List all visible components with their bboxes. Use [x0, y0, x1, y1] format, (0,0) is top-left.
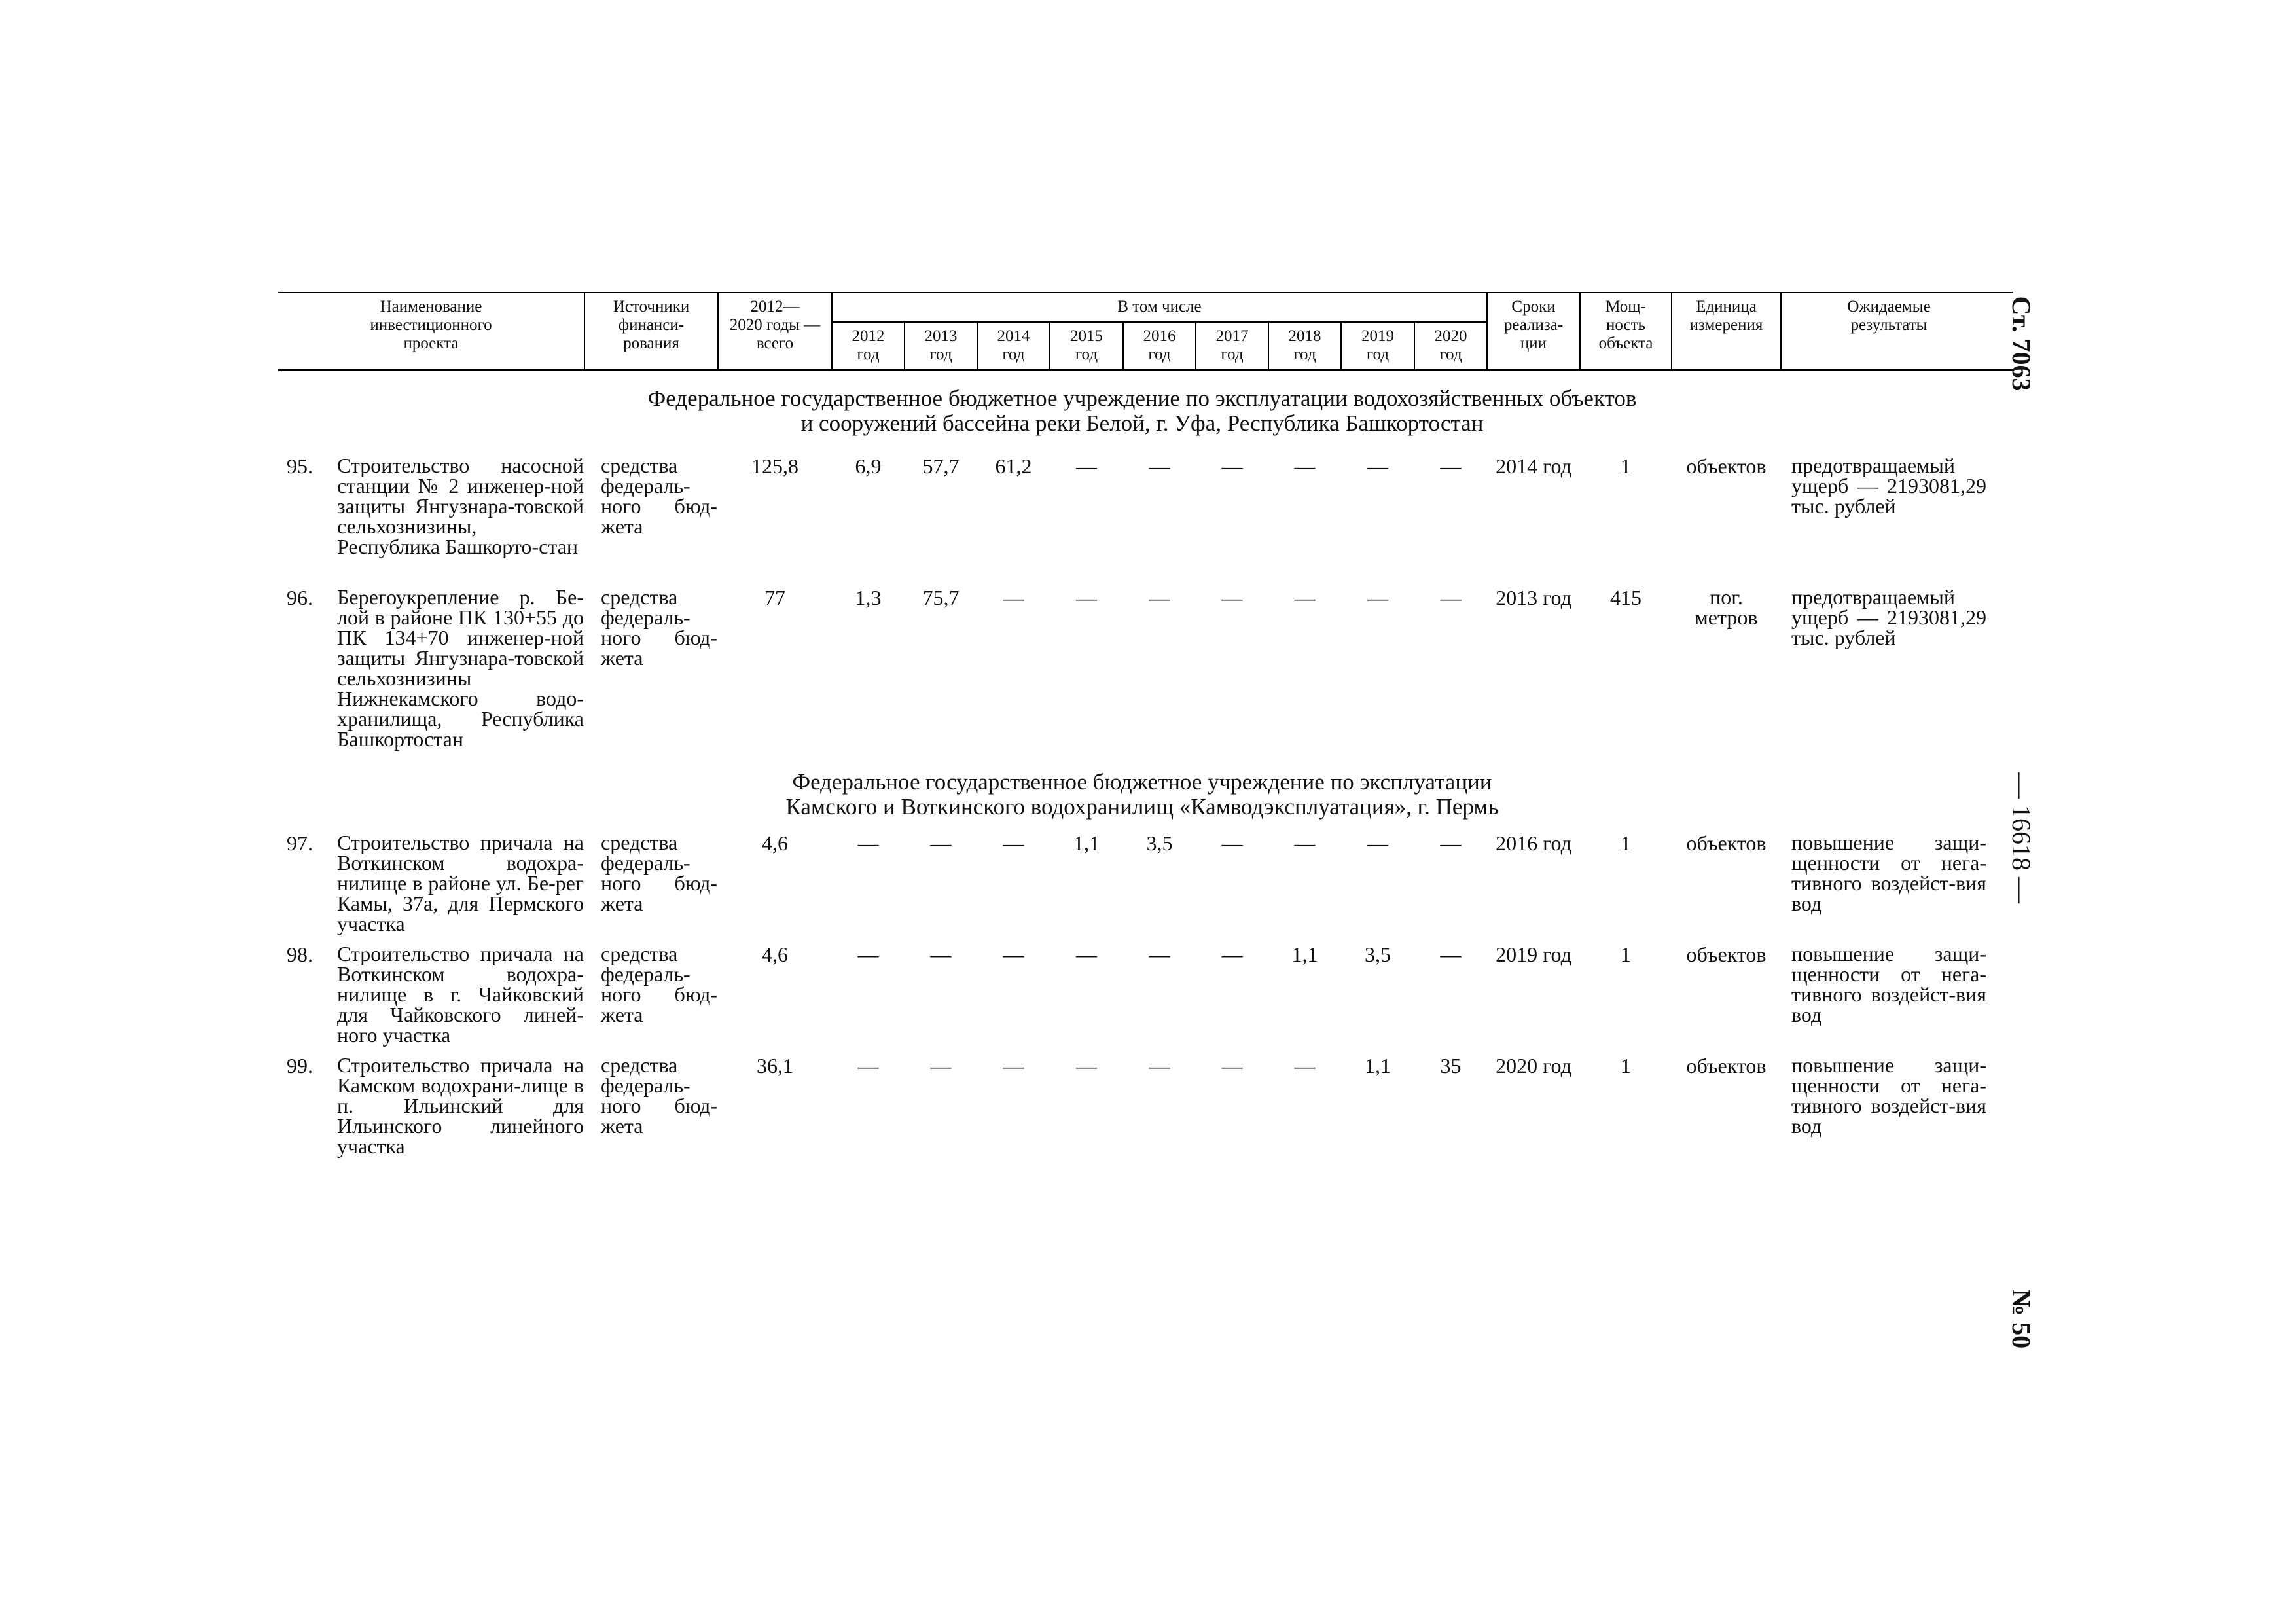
capacity-value: 1: [1621, 1054, 1631, 1077]
year-value: 1,3: [855, 586, 882, 609]
header-terms: Сроки реализа- ции: [1503, 298, 1564, 352]
year-value: 35: [1440, 1054, 1462, 1077]
header-unit: Единица измерения: [1689, 298, 1763, 334]
year-value: —: [1440, 831, 1462, 855]
year-value: —: [1221, 586, 1243, 609]
header-including: В том числе: [1117, 298, 1202, 316]
total-value: 125,8: [751, 454, 798, 478]
year-value: 1,1: [1291, 943, 1318, 966]
project-name: Строительство причала на Воткинском водохра-нилище в районе ул. Бе-рег Камы, 37а, для Пермского участка: [337, 831, 584, 935]
funding-source: средства федераль-ного бюд-жета: [601, 1053, 717, 1138]
year-value: 61,2: [995, 454, 1032, 478]
header-bottom-rule: [278, 369, 2013, 371]
year-value: —: [1294, 831, 1316, 855]
year-value: 3,5: [1365, 943, 1391, 966]
header-year-2019: 2019 год: [1361, 327, 1394, 363]
expected-result: повышение защи-щенности от нега-тивного воздейст-вия вод: [1791, 1053, 1986, 1138]
year-value: —: [1003, 1054, 1024, 1077]
page-reference: Ст. 7063: [2007, 296, 2036, 391]
year-value: —: [1149, 1054, 1170, 1077]
year-value: 75,7: [922, 586, 960, 609]
header-subdivider: [831, 321, 1486, 323]
year-value: —: [1294, 586, 1316, 609]
header-results: Ожидаемые результаты: [1847, 298, 1931, 334]
unit-value: объектов: [1686, 454, 1767, 478]
year-value: —: [1440, 454, 1462, 478]
unit-value: пог. метров: [1695, 585, 1758, 629]
expected-result: предотвращаемый ущерб — 2193081,29 тыс. рублей: [1791, 585, 1986, 649]
row-number: 95.: [287, 454, 313, 478]
header-top-rule: [278, 292, 2013, 293]
row-number: 96.: [287, 586, 313, 609]
funding-source: средства федераль-ного бюд-жета: [601, 942, 717, 1026]
capacity-value: 1: [1621, 831, 1631, 855]
year-value: —: [1367, 586, 1388, 609]
header-funding-source: Источники финанси- рования: [613, 298, 690, 352]
header-capacity: Мощ- ность объекта: [1598, 298, 1653, 352]
year-value: —: [1367, 831, 1388, 855]
header-year-2018: 2018 год: [1288, 327, 1321, 363]
year-value: —: [1076, 1054, 1097, 1077]
section-title: Федеральное государственное бюджетное учреждение по эксплуатации водохозяйственных объектов и сооружений бассейна реки Белой, г. Уфа, Республика Башкортостан: [647, 386, 1637, 436]
year-value: 3,5: [1146, 831, 1173, 855]
funding-source: средства федераль-ного бюд-жета: [601, 831, 717, 915]
year-value: —: [1149, 586, 1170, 609]
year-value: —: [1003, 831, 1024, 855]
row-number: 98.: [287, 943, 313, 966]
year-value: —: [1003, 586, 1024, 609]
header-year-2012: 2012 год: [852, 327, 885, 363]
total-value: 77: [764, 586, 785, 609]
term-value: 2013 год: [1496, 586, 1571, 609]
year-value: 1,1: [1073, 831, 1100, 855]
unit-value: объектов: [1686, 831, 1767, 855]
capacity-value: 415: [1610, 586, 1641, 609]
header-year-2015: 2015 год: [1070, 327, 1103, 363]
total-value: 36,1: [757, 1054, 793, 1077]
year-value: —: [1076, 943, 1097, 966]
header-project-name: Наименование инвестиционного проекта: [370, 298, 492, 352]
project-name: Строительство причала на Камском водохрани-лище в п. Ильинский для Ильинского линейного участка: [337, 1053, 584, 1158]
year-value: —: [1440, 943, 1462, 966]
year-value: —: [1294, 1054, 1316, 1077]
header-year-2013: 2013 год: [924, 327, 958, 363]
year-value: 1,1: [1365, 1054, 1391, 1077]
project-name: Строительство насосной станции № 2 инженер-ной защиты Янгузнара-товской сельхознизины, Республика Башкорто-стан: [337, 454, 584, 558]
issue-number: № 50: [2007, 1289, 2036, 1349]
year-value: 57,7: [922, 454, 960, 478]
total-value: 4,6: [762, 943, 788, 966]
year-value: —: [1003, 943, 1024, 966]
year-value: —: [1440, 586, 1462, 609]
unit-value: объектов: [1686, 1054, 1767, 1077]
funding-source: средства федераль-ного бюд-жета: [601, 454, 717, 538]
year-value: —: [1221, 943, 1243, 966]
year-value: —: [1221, 1054, 1243, 1077]
row-number: 97.: [287, 831, 313, 855]
document-number: — 16618 —: [2007, 772, 2036, 903]
year-value: —: [1221, 454, 1243, 478]
year-value: —: [1149, 454, 1170, 478]
header-year-2016: 2016 год: [1143, 327, 1176, 363]
year-value: —: [930, 943, 952, 966]
row-number: 99.: [287, 1054, 313, 1077]
term-value: 2014 год: [1496, 454, 1571, 478]
project-name: Берегоукрепление р. Бе-лой в районе ПК 130+55 до ПК 134+70 инженер-ной защиты Янгузнара-товской сельхознизины Нижнекамского водо-хранилища, Республика Башкортостан: [337, 585, 584, 751]
header-year-2014: 2014 год: [997, 327, 1030, 363]
capacity-value: 1: [1621, 943, 1631, 966]
project-name: Строительство причала на Воткинском водохра-нилище в г. Чайковский для Чайковского линей-ного участка: [337, 942, 584, 1047]
header-year-2017: 2017 год: [1215, 327, 1249, 363]
year-value: —: [857, 831, 879, 855]
year-value: —: [1221, 831, 1243, 855]
year-value: —: [1149, 943, 1170, 966]
expected-result: предотвращаемый ущерб — 2193081,29 тыс. рублей: [1791, 454, 1986, 518]
header-total: 2012— 2020 годы — всего: [729, 298, 821, 352]
year-value: —: [1076, 454, 1097, 478]
year-value: —: [857, 943, 879, 966]
year-value: —: [857, 1054, 879, 1077]
section-title: Федеральное государственное бюджетное учреждение по эксплуатации Камского и Воткинского водохранилищ «Камводэксплуатация», г. Пермь: [785, 769, 1499, 820]
year-value: —: [1076, 586, 1097, 609]
expected-result: повышение защи-щенности от нега-тивного воздейст-вия вод: [1791, 942, 1986, 1026]
year-value: —: [930, 831, 952, 855]
year-value: —: [1294, 454, 1316, 478]
term-value: 2020 год: [1496, 1054, 1571, 1077]
year-value: —: [930, 1054, 952, 1077]
year-value: 6,9: [855, 454, 882, 478]
term-value: 2016 год: [1496, 831, 1571, 855]
header-year-2020: 2020 год: [1434, 327, 1467, 363]
unit-value: объектов: [1686, 943, 1767, 966]
term-value: 2019 год: [1496, 943, 1571, 966]
capacity-value: 1: [1621, 454, 1631, 478]
funding-source: средства федераль-ного бюд-жета: [601, 585, 717, 670]
expected-result: повышение защи-щенности от нега-тивного воздейст-вия вод: [1791, 831, 1986, 915]
total-value: 4,6: [762, 831, 788, 855]
year-value: —: [1367, 454, 1388, 478]
